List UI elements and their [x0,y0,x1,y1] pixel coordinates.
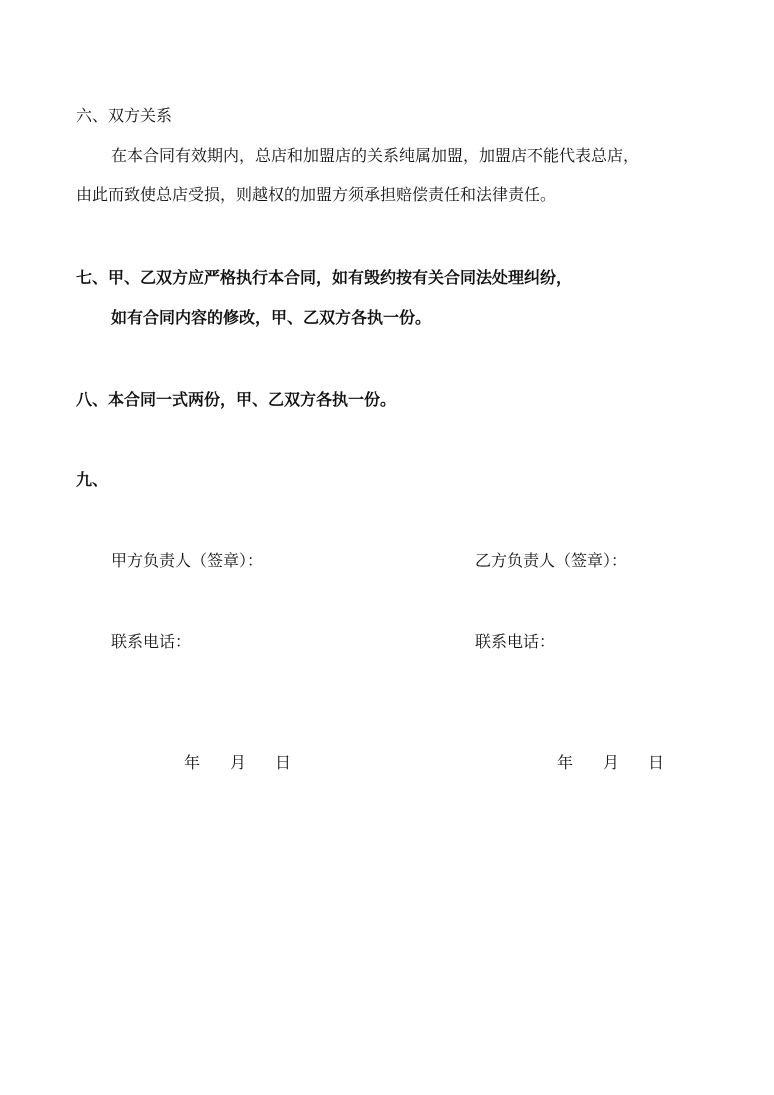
party-a-date-year: 年 [184,753,201,772]
party-b-date-year: 年 [557,753,574,772]
party-a-date-month: 月 [230,753,247,772]
party-b-date-month: 月 [603,753,620,772]
section-9-heading: 九、 [76,470,109,489]
party-b-date-day: 日 [648,753,665,772]
party-b-signer-label: 乙方负责人（签章）： [475,551,628,570]
section-6-paragraph-line-2: 由此而致使总店受损，则越权的加盟方须承担赔偿责任和法律责任。 [76,185,557,204]
section-7-line-1: 七、甲、乙双方应严格执行本合同，如有毁约按有关合同法处理纠纷， [76,268,573,287]
party-b-phone-label: 联系电话： [475,632,556,651]
section-8-line-1: 八、本合同一式两份，甲、乙双方各执一份。 [76,390,397,409]
party-a-phone-label: 联系电话： [111,632,192,651]
party-a-signer-label: 甲方负责人（签章）： [111,551,264,570]
party-a-date-day: 日 [275,753,292,772]
section-6-paragraph-line-1: 在本合同有效期内，总店和加盟店的关系纯属加盟，加盟店不能代表总店， [111,146,640,165]
section-7-line-2: 如有合同内容的修改，甲、乙双方各执一份。 [111,308,432,327]
section-6-heading: 六、双方关系 [76,106,173,125]
